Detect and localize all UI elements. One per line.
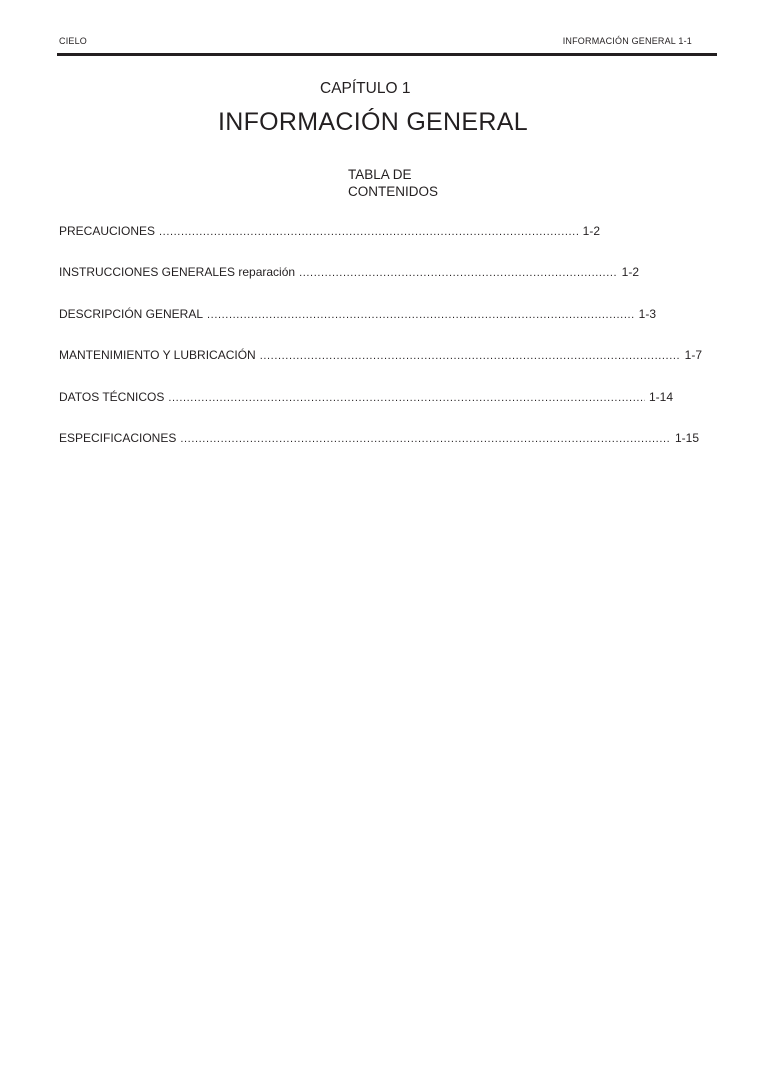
toc-entry-label: INSTRUCCIONES GENERALES reparación — [59, 265, 296, 279]
toc-leader-dots — [180, 433, 671, 445]
toc-leader-dots — [299, 267, 618, 279]
header-rule — [57, 53, 717, 56]
running-header-right: INFORMACIÓN GENERAL 1-1 — [562, 36, 692, 46]
toc-entry-mantenimiento[interactable] — [59, 348, 702, 362]
chapter-label: CAPÍTULO 1 — [320, 80, 411, 97]
toc-entry-label: DESCRIPCIÓN GENERAL — [59, 307, 204, 321]
toc-entry-label: DATOS TÉCNICOS — [59, 390, 165, 404]
toc-entry-page: 1-2 — [582, 224, 600, 238]
toc-heading-line1: TABLA DE — [348, 167, 412, 182]
toc-entry-page: 1-3 — [638, 307, 656, 321]
toc-leader-dots — [159, 226, 579, 238]
toc-entry-page: 1-15 — [674, 431, 699, 445]
toc-entry-page: 1-7 — [684, 348, 702, 362]
toc-heading-line2: CONTENIDOS — [348, 184, 439, 199]
toc-entry-especificaciones[interactable] — [59, 431, 699, 445]
toc-entry-datos-tecnicos[interactable] — [59, 390, 673, 404]
toc-entry-label: ESPECIFICACIONES — [59, 431, 177, 445]
toc-entry-label: MANTENIMIENTO Y LUBRICACIÓN — [59, 348, 256, 362]
toc-leader-dots — [207, 309, 635, 321]
toc-entry-page: 1-2 — [621, 265, 639, 279]
toc-heading — [348, 166, 438, 200]
toc-leader-dots — [260, 350, 681, 362]
toc-entry-precauciones[interactable] — [59, 224, 600, 238]
running-header-left: CIELO — [59, 36, 88, 46]
toc-entry-instrucciones[interactable] — [59, 265, 639, 279]
page-title: INFORMACIÓN GENERAL — [218, 108, 528, 136]
toc-entry-label: PRECAUCIONES — [59, 224, 156, 238]
toc-entry-page: 1-14 — [648, 390, 673, 404]
toc-leader-dots — [168, 392, 645, 404]
toc-entry-descripcion[interactable] — [59, 307, 656, 321]
